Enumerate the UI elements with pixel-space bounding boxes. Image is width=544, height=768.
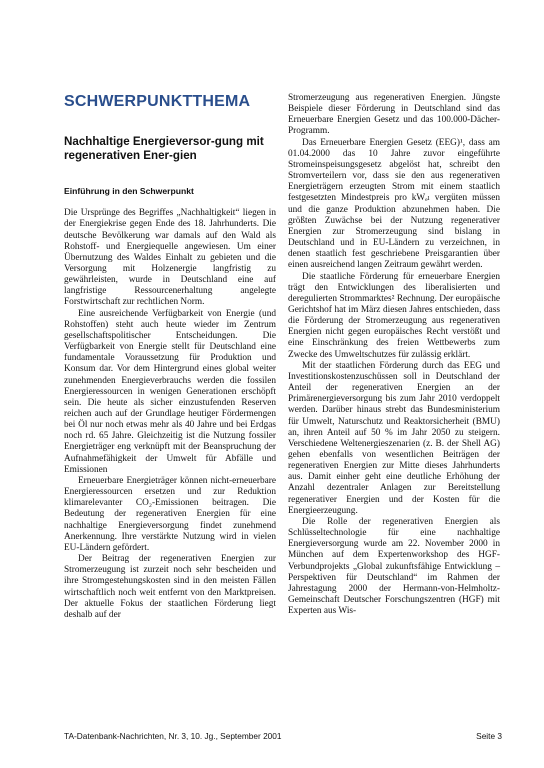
paragraph: Der Beitrag der regenerativen Energien zur Stromerzeugung ist zurzeit noch sehr bescheiden und ihre Stromgestehungskosten sind in den meisten Fällen wirtschaftlich noch weit entfernt von den Marktpreisen. Der aktuelle Fokus der staatlichen Förderung liegt deshalb auf der	[64, 554, 276, 620]
paragraph: Eine ausreichende Verfügbarkeit von Energie (und Rohstoffen) steht auch heute wieder im Zentrum gesellschaftspolitischer Entscheidungen. Die Verfügbarkeit von Energie stellt für Deutschland eine fundamentale Voraussetzung für Produktion und Konsum dar. Vor dem Hintergrund eines global weiter zunehmenden Energieverbrauchs werden die fossilen Energieressourcen in wenigen Generationen erschöpft sein. Die heute als sicher einzustufenden Reserven reichen auch auf der Grundlage heutiger Fördermengen bei Öl nur noch etwas mehr als 40 Jahre und bei Erdgas noch rd. 65 Jahre. Gleichzeitig ist die Nutzung fossiler Energieträger eng verknüpft mit der Beanspruchung der Aufnahmefähigkeit der Umwelt für Abfälle und Emissionen	[64, 308, 276, 475]
left-column	[64, 92, 276, 621]
footer-page-number: Seite 3	[476, 731, 502, 741]
paragraph: Das Erneuerbare Energien Gesetz (EEG)¹, dass am 01.04.2000 das 10 Jahre zuvor eingeführte Stromeinspeisungsgesetz abgelöst hat, schreibt den Stromverteilern vor, dass sie den aus regenerativen Energieträgern erzeugten Strom mit einem staatlich festgesetzten Mindestpreis pro kWₑₗ vergüten müssen und die ganze Produktion abzunehmen haben. Die größten Zuwächse bei der Nutzung regenerativer Energien zur Stromerzeugung sind bislang in Deutschland und in EU-Ländern zu verzeichnen, in denen staatlich fest geschriebene Preisgarantien über einen ausreichend langen Zeitraum gewährt werden.	[288, 137, 500, 271]
paragraph: Erneuerbare Energieträger können nicht-erneuerbare Energieressourcen ersetzen und zur Reduktion klimarelevanter CO₂-Emissionen beitragen. Die Bedeutung der regenerativen Energien für eine nachhaltige Energieversorgung findet zunehmend Anerkennung. Ihre verstärkte Nutzung wird in vielen EU-Ländern gefördert.	[64, 475, 276, 553]
right-column	[288, 93, 500, 617]
article-title: Nachhaltige Energieversor-gung mit regenerativen Ener-gien	[64, 135, 264, 162]
subheading: Einführung in den Schwerpunkt	[64, 186, 194, 197]
paragraph: Stromerzeugung aus regenerativen Energien. Jüngste Beispiele dieser Förderung in Deutschland sind das Erneuerbare Energien Gesetz und das 100.000-Dächer-Programm.	[288, 93, 500, 137]
paragraph: Mit der staatlichen Förderung durch das EEG und Investitionskostenzuschüssen soll in Deutschland der Anteil der regenerativen Energien an der Primärenergieversorgung bis zum Jahr 2010 verdoppelt werden. Darüber hinaus strebt das Bundesministerium für Umwelt, Naturschutz und Reaktorsicherheit (BMU) an, ihren Anteil auf 50 % im Jahr 2050 zu steigern. Verschiedene Weltenergieszenarien (z. B. der Shell AG) gehen ebenfalls von wesentlichen Beiträgen der regenerativen Energien zur Mitte dieses Jahrhunderts aus. Damit einher geht eine deutliche Erhöhung der Anzahl dezentraler Anlagen zur Bereitstellung regenerativer Energien und der Kosten für die Energieerzeugung.	[288, 360, 500, 516]
section-title: SCHWERPUNKTTHEMA	[64, 93, 251, 110]
footer-publication: TA-Datenbank-Nachrichten, Nr. 3, 10. Jg., September 2001	[64, 731, 282, 741]
paragraph: Die Rolle der regenerativen Energien als Schlüsseltechnologie für eine nachhaltige Energieversorgung wurde am 22. November 2000 in München auf dem Expertenworkshop des HGF-Verbundprojekts „Global zukunftsfähige Entwicklung – Perspektiven für Deutschland“ im Rahmen der Jahrestagung 2000 der Hermann-von-Helmholtz-Gemeinschaft Deutscher Forschungszentren (HGF) mit Experten aus Wis-	[288, 516, 500, 617]
paragraph: Die staatliche Förderung für erneuerbare Energien trägt den Entwicklungen des liberalisierten und deregulierten Strommarktes² Rechnung. Der europäische Gerichtshof hat im März diesen Jahres entschieden, dass die Förderung der Stromerzeugung aus regenerativen Energien nicht gegen europäisches Recht verstößt und eine Einschränkung des freien Wettbewerbs zum Zwecke des Umweltschutzes für zulässig erklärt.	[288, 271, 500, 360]
paragraph: Die Ursprünge des Begriffes „Nachhaltigkeit“ liegen in der Energiekrise gegen Ende des 18. Jahrhunderts. Die deutsche Bevölkerung war damals auf den Wald als Rohstoff- und Energiequelle angewiesen. Um einer Übernutzung des Waldes Einhalt zu gebieten und die Versorgung mit Holzenergie langfristig zu gewährleisten, wurde in Deutschland eine auf langfristige Ressourcenerhaltung angelegte Forstwirtschaft zur rechtlichen Norm.	[64, 208, 276, 308]
